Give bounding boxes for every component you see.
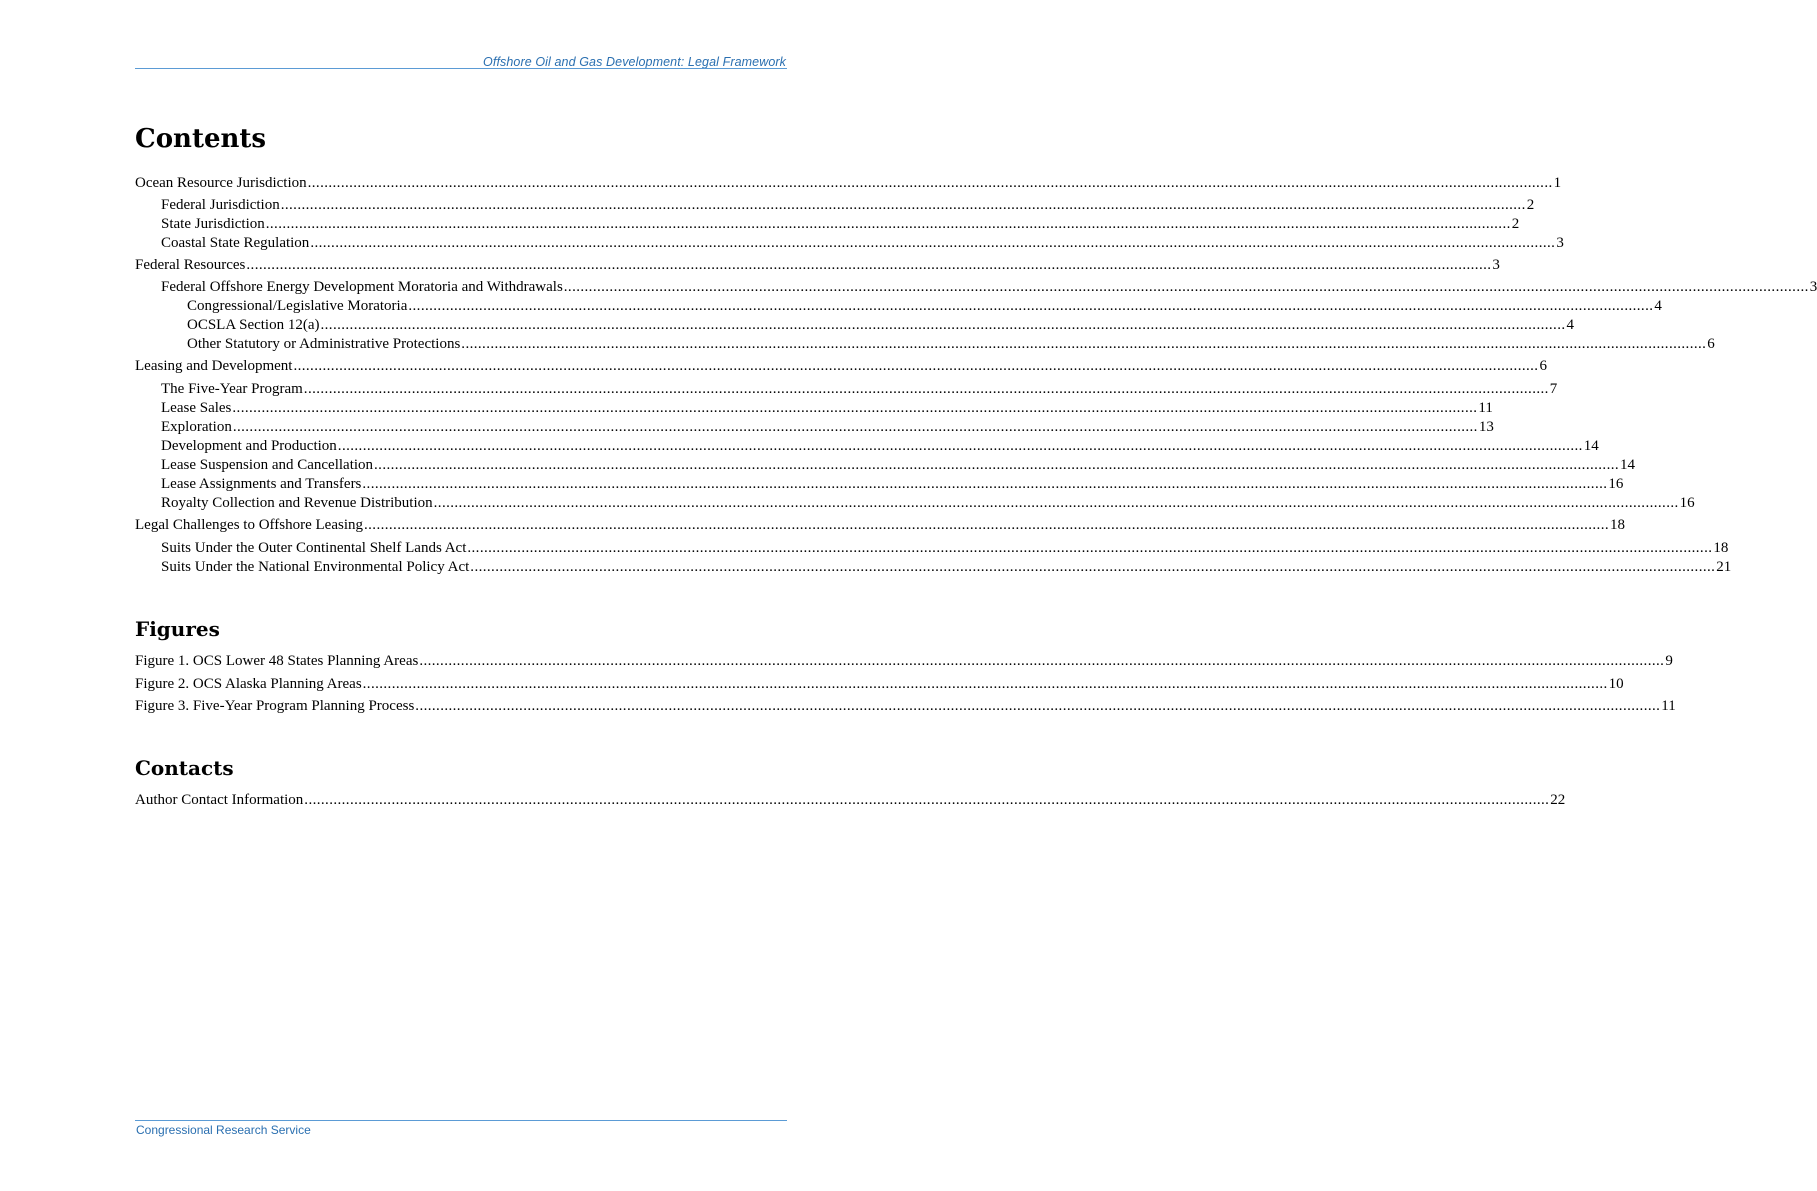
toc-entry-page: 11 <box>1478 400 1493 416</box>
toc-entry-title: Federal Offshore Energy Development Moratoria and Withdrawals <box>161 279 563 295</box>
dot-leader: ............................................................................................................................................................................................................................................................................................................ <box>419 653 1665 669</box>
contact-entry[interactable] <box>135 791 1566 810</box>
dot-leader: ............................................................................................................................................................................................................................................................................................................ <box>265 216 1511 232</box>
dot-leader: ............................................................................................................................................................................................................................................................................................................ <box>433 495 1679 511</box>
toc-entry[interactable] <box>161 399 1493 418</box>
toc-entry[interactable] <box>161 418 1494 437</box>
toc-entry-title: Ocean Resource Jurisdiction <box>135 175 307 191</box>
toc-entry-page: 16 <box>1608 476 1624 492</box>
header-rule <box>135 68 787 69</box>
toc-entry-page: 13 <box>1478 419 1494 435</box>
toc-entry-title: Suits Under the National Environmental Policy Act <box>161 559 470 575</box>
toc-entry-title: Federal Resources <box>135 257 246 273</box>
figure-entry-page: 9 <box>1665 653 1673 669</box>
dot-leader: ............................................................................................................................................................................................................................................................................................................ <box>320 317 1566 333</box>
contact-entry-page: 22 <box>1550 792 1566 808</box>
dot-leader: ............................................................................................................................................................................................................................................................................................................ <box>362 476 1608 492</box>
dot-leader: ............................................................................................................................................................................................................................................................................................................ <box>374 457 1620 473</box>
dot-leader: ............................................................................................................................................................................................................................................................................................................ <box>415 698 1661 714</box>
contact-entry-title: Author Contact Information <box>135 792 304 808</box>
toc-entry-title: Suits Under the Outer Continental Shelf Lands Act <box>161 540 467 556</box>
toc-entry[interactable] <box>161 475 1624 494</box>
toc-entry-title: Leasing and Development <box>135 358 293 374</box>
figure-entry-title: Figure 3. Five-Year Program Planning Process <box>135 698 415 714</box>
dot-leader: ............................................................................................................................................................................................................................................................................................................ <box>362 676 1608 692</box>
toc-entry-page: 14 <box>1583 438 1599 454</box>
toc-entry-page: 1 <box>1553 175 1562 191</box>
dot-leader: ............................................................................................................................................................................................................................................................................................................ <box>408 298 1654 314</box>
toc-entry-page: 21 <box>1716 559 1732 575</box>
dot-leader: ............................................................................................................................................................................................................................................................................................................ <box>232 419 1478 435</box>
figures-heading: Figures <box>135 617 220 641</box>
dot-leader: ............................................................................................................................................................................................................................................................................................................ <box>563 279 1809 295</box>
dot-leader: ............................................................................................................................................................................................................................................................................................................ <box>470 559 1716 575</box>
toc-entry[interactable] <box>161 380 1558 399</box>
toc-entry[interactable] <box>161 196 1535 215</box>
toc-entry-title: Congressional/Legislative Moratoria <box>187 298 408 314</box>
toc-entry[interactable] <box>161 215 1520 234</box>
toc-entry-title: Legal Challenges to Offshore Leasing <box>135 517 363 533</box>
toc-entry[interactable] <box>135 357 1547 376</box>
toc-entry-page: 6 <box>1539 358 1547 374</box>
toc-entry[interactable] <box>161 456 1636 475</box>
toc-entry[interactable] <box>161 278 1817 297</box>
toc-entry-page: 6 <box>1707 336 1715 352</box>
toc-entry[interactable] <box>161 558 1732 577</box>
toc-entry[interactable] <box>187 316 1574 335</box>
toc-entry-title: State Jurisdiction <box>161 216 265 232</box>
toc-entry[interactable] <box>161 494 1695 513</box>
dot-leader: ............................................................................................................................................................................................................................................................................................................ <box>280 197 1526 213</box>
figure-entry[interactable] <box>135 697 1676 716</box>
toc-entry-title: Lease Assignments and Transfers <box>161 476 362 492</box>
toc-entry-page: 16 <box>1679 495 1695 511</box>
toc-entry-page: 2 <box>1526 197 1535 213</box>
contacts-heading: Contacts <box>135 756 234 780</box>
toc-entry-page: 4 <box>1654 298 1662 314</box>
toc-entry-page: 18 <box>1713 540 1729 556</box>
toc-entry-page: 3 <box>1809 279 1817 295</box>
toc-entry-page: 4 <box>1566 317 1574 333</box>
contents-heading: Contents <box>135 124 267 154</box>
dot-leader: ............................................................................................................................................................................................................................................................................................................ <box>310 235 1556 251</box>
toc-entry-title: OCSLA Section 12(a) <box>187 317 320 333</box>
dot-leader: ............................................................................................................................................................................................................................................................................................................ <box>293 358 1539 374</box>
toc-entry-page: 18 <box>1610 517 1625 533</box>
dot-leader: ............................................................................................................................................................................................................................................................................................................ <box>303 381 1549 397</box>
figure-entry-page: 11 <box>1661 698 1676 714</box>
toc-entry-title: Lease Suspension and Cancellation <box>161 457 374 473</box>
toc-entry[interactable] <box>187 297 1662 316</box>
toc-entry-title: Royalty Collection and Revenue Distribution <box>161 495 433 511</box>
toc-entry-title: Exploration <box>161 419 232 435</box>
toc-entry[interactable] <box>135 256 1500 275</box>
toc-entry[interactable] <box>161 539 1729 558</box>
toc-entry-page: 3 <box>1492 257 1500 273</box>
figure-entry[interactable] <box>135 652 1673 671</box>
figure-entry-title: Figure 1. OCS Lower 48 States Planning Areas <box>135 653 419 669</box>
toc-entry-page: 2 <box>1511 216 1520 232</box>
figure-entry[interactable] <box>135 675 1624 694</box>
running-header: Offshore Oil and Gas Development: Legal Framework <box>483 55 786 69</box>
toc-entry[interactable] <box>135 174 1562 193</box>
dot-leader: ............................................................................................................................................................................................................................................................................................................ <box>461 336 1707 352</box>
dot-leader: ............................................................................................................................................................................................................................................................................................................ <box>467 540 1713 556</box>
toc-entry[interactable] <box>161 437 1599 456</box>
dot-leader: ............................................................................................................................................................................................................................................................................................................ <box>232 400 1478 416</box>
dot-leader: ............................................................................................................................................................................................................................................................................................................ <box>337 438 1583 454</box>
toc-entry-title: Lease Sales <box>161 400 232 416</box>
footer-organization: Congressional Research Service <box>136 1123 311 1137</box>
toc-entry[interactable] <box>161 234 1564 253</box>
dot-leader: ............................................................................................................................................................................................................................................................................................................ <box>246 257 1492 273</box>
toc-entry-title: Federal Jurisdiction <box>161 197 280 213</box>
footer-rule <box>135 1120 787 1121</box>
toc-entry-title: Other Statutory or Administrative Protections <box>187 336 461 352</box>
figure-entry-page: 10 <box>1608 676 1624 692</box>
toc-entry-page: 7 <box>1549 381 1558 397</box>
dot-leader: ............................................................................................................................................................................................................................................................................................................ <box>364 517 1609 533</box>
dot-leader: ............................................................................................................................................................................................................................................................................................................ <box>304 792 1550 808</box>
toc-entry[interactable] <box>187 335 1715 354</box>
toc-entry-page: 3 <box>1556 235 1564 251</box>
dot-leader: ............................................................................................................................................................................................................................................................................................................ <box>307 175 1553 191</box>
toc-entry-page: 14 <box>1620 457 1636 473</box>
toc-entry[interactable] <box>135 516 1625 535</box>
figure-entry-title: Figure 2. OCS Alaska Planning Areas <box>135 676 362 692</box>
toc-entry-title: Development and Production <box>161 438 337 454</box>
toc-entry-title: The Five-Year Program <box>161 381 303 397</box>
toc-entry-title: Coastal State Regulation <box>161 235 310 251</box>
